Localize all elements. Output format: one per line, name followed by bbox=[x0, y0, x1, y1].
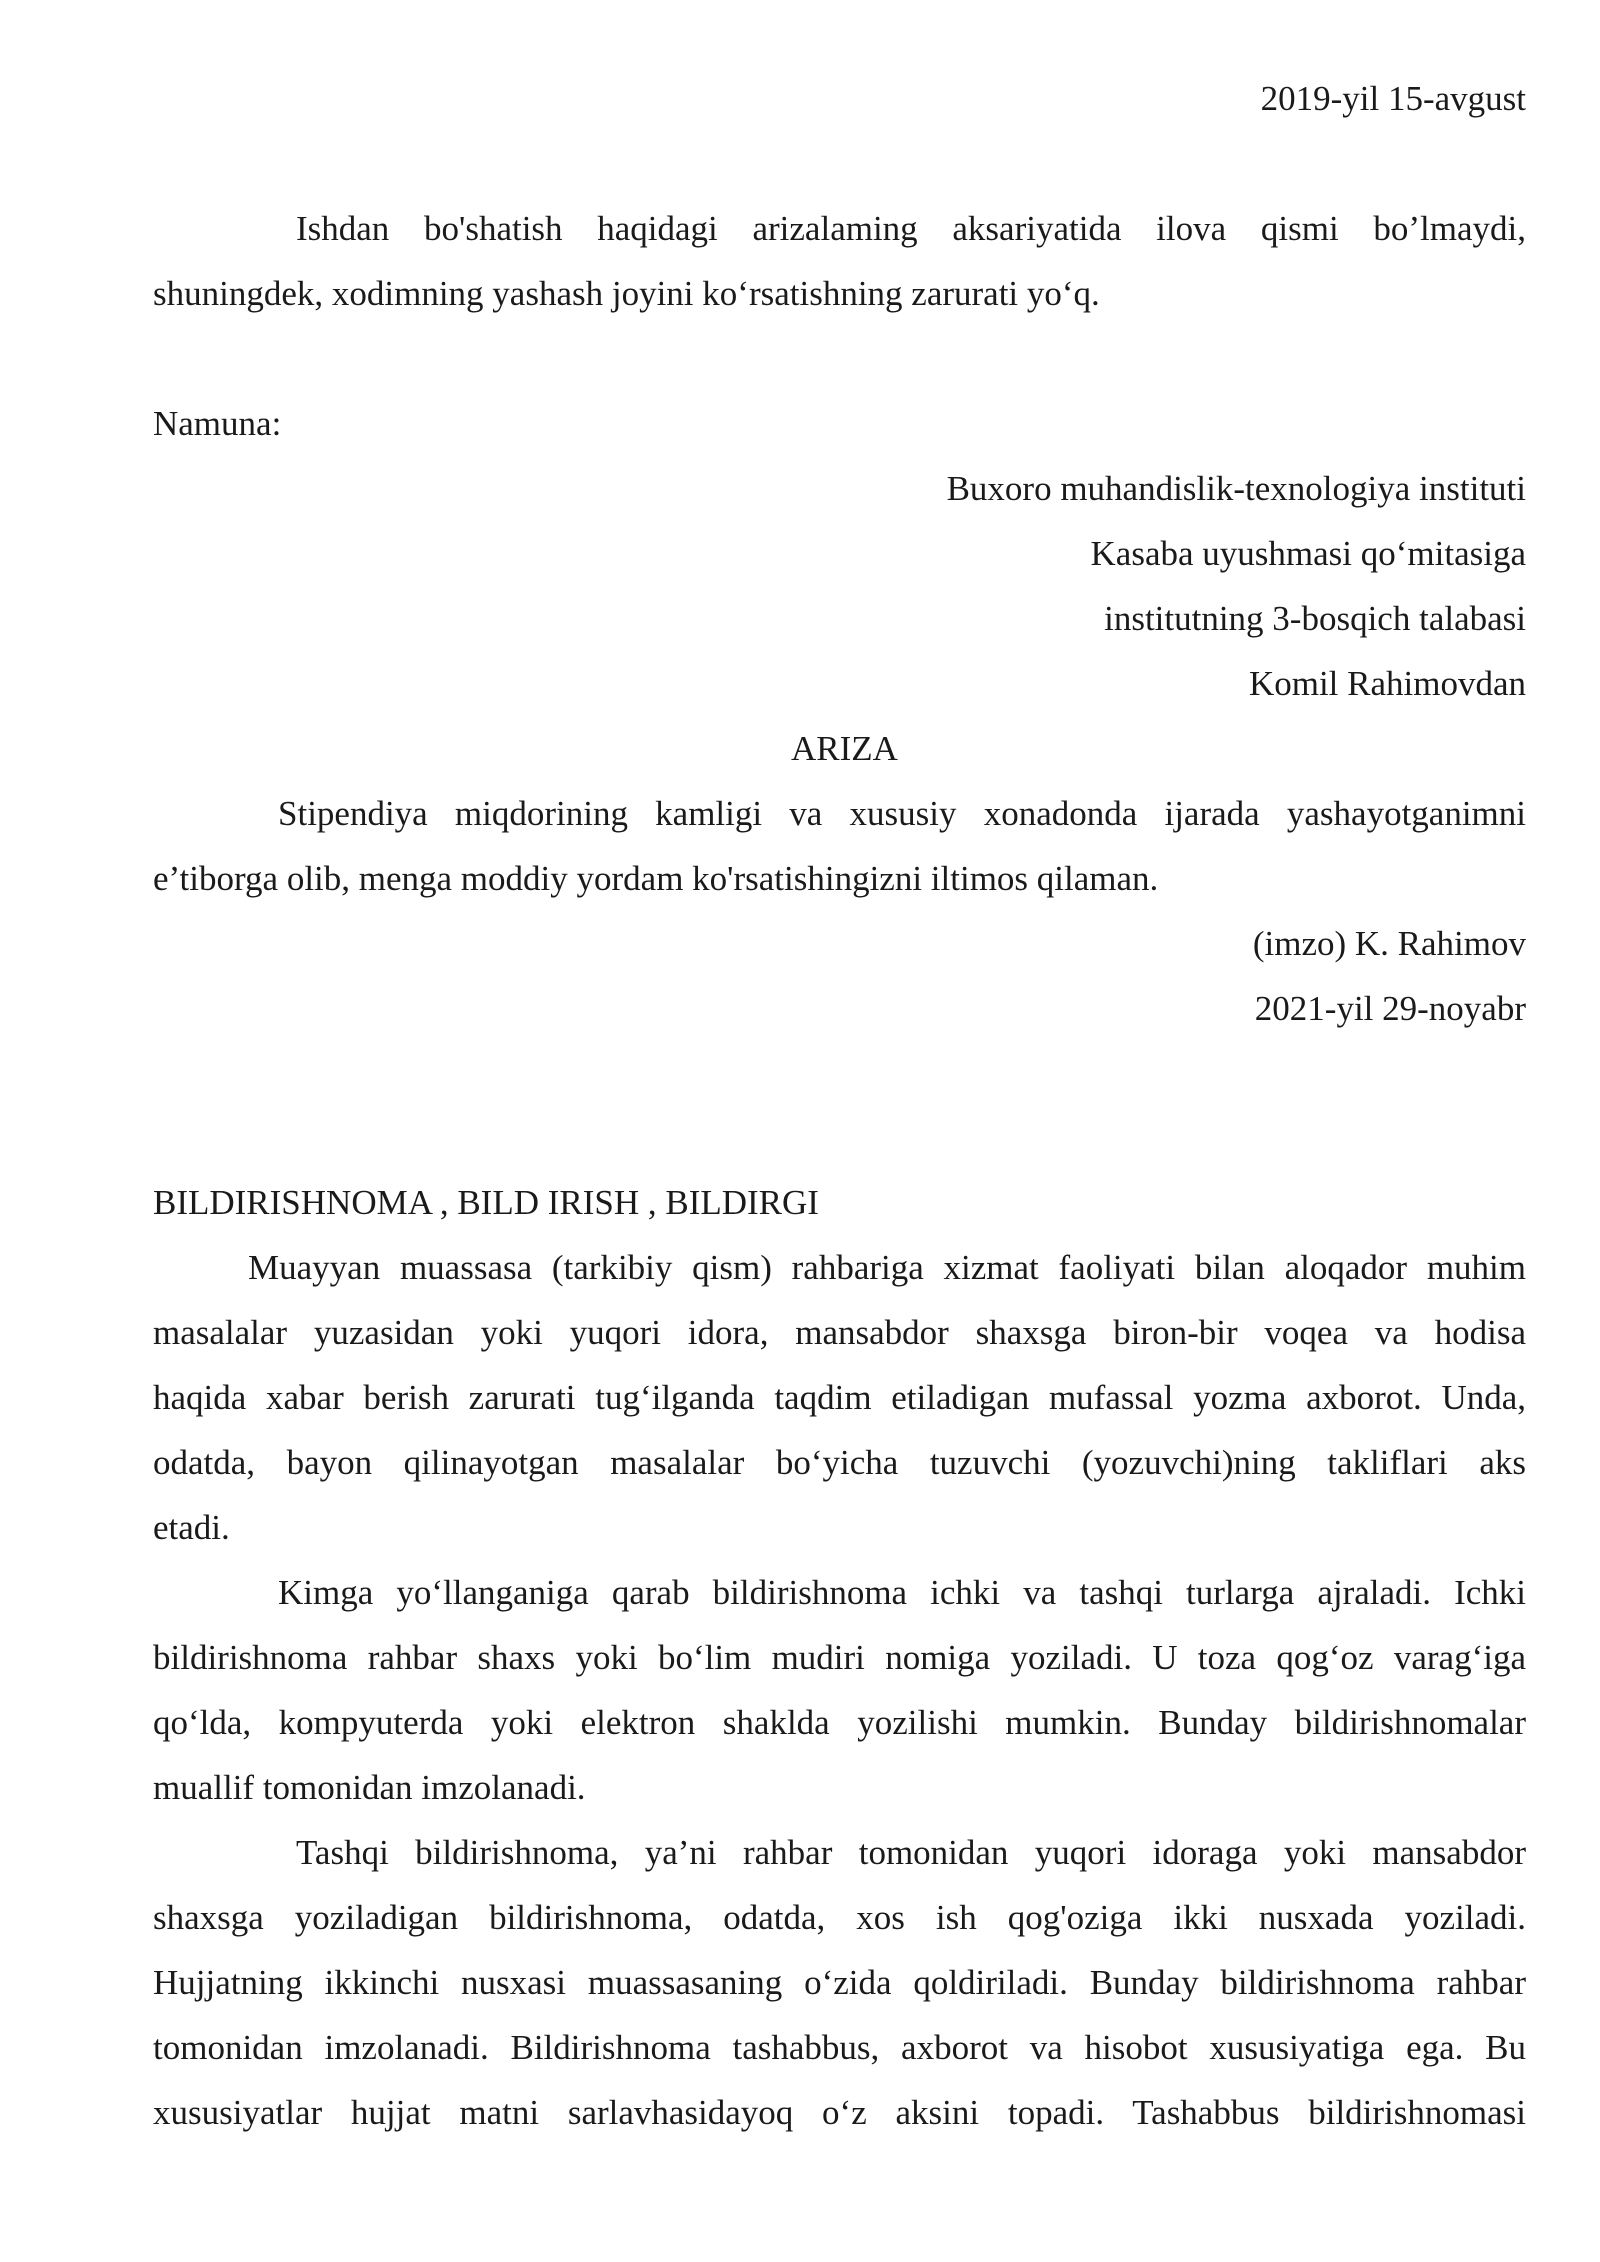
document-date-top: 2019-yil 15-avgust bbox=[1260, 79, 1526, 118]
paragraph-line: masalalar yuzasidan yoki yuqori idora, mansabdor shaxsga biron-bir voqea va hodisa bbox=[153, 1313, 1526, 1352]
signature: (imzo) K. Rahimov bbox=[1252, 924, 1526, 963]
paragraph-line: etadi. bbox=[153, 1508, 230, 1547]
intro-line: shuningdek, xodimning yashash joyini ko‘rsatishning zarurati yo‘q. bbox=[153, 274, 1100, 313]
application-title: ARIZA bbox=[791, 729, 898, 768]
paragraph-line: Hujjatning ikkinchi nusxasi muassasaning o‘zida qoldiriladi. Bunday bildirishnoma rahbar bbox=[153, 1963, 1526, 2002]
paragraph-line: Muayyan muassasa (tarkibiy qism) rahbariga xizmat faoliyati bilan aloqador muhim bbox=[248, 1248, 1526, 1287]
document-page bbox=[153, 0, 1526, 2262]
paragraph-line: Kimga yo‘llanganiga qarab bildirishnoma ichki va tashqi turlarga ajraladi. Ichki bbox=[278, 1573, 1526, 1612]
application-line: Stipendiya miqdorining kamligi va xususiy xonadonda ijarada yashayotganimni bbox=[278, 794, 1526, 833]
addressee-line: institutning 3-bosqich talabasi bbox=[1104, 599, 1526, 638]
paragraph-line: xususiyatlar hujjat matni sarlavhasidayoq o‘z aksini topadi. Tashabbus bildirishnomasi bbox=[153, 2093, 1526, 2132]
paragraph-line: Tashqi bildirishnoma, ya’ni rahbar tomonidan yuqori idoraga yoki mansabdor bbox=[296, 1833, 1526, 1872]
paragraph-line: shaxsga yoziladigan bildirishnoma, odatda, xos ish qog'oziga ikki nusxada yoziladi. bbox=[153, 1898, 1526, 1937]
document-date-bottom: 2021-yil 29-noyabr bbox=[1254, 989, 1526, 1028]
intro-line: Ishdan bo'shatish haqidagi arizalaming aksariyatida ilova qismi bo’lmaydi, bbox=[296, 209, 1526, 248]
paragraph-line: qo‘lda, kompyuterda yoki elektron shaklda yozilishi mumkin. Bunday bildirishnomalar bbox=[153, 1703, 1526, 1742]
paragraph-line: haqida xabar berish zarurati tug‘ilganda taqdim etiladigan mufassal yozma axborot. Unda, bbox=[153, 1378, 1526, 1417]
paragraph-line: tomonidan imzolanadi. Bildirishnoma tashabbus, axborot va hisobot xususiyatiga ega. Bu bbox=[153, 2028, 1526, 2067]
paragraph-line: bildirishnoma rahbar shaxs yoki bo‘lim mudiri nomiga yoziladi. U toza qog‘oz varag‘iga bbox=[153, 1638, 1526, 1677]
section-heading: BILDIRISHNOMA , BILD IRISH , BILDIRGI bbox=[153, 1183, 819, 1222]
application-line: e’tiborga olib, menga moddiy yordam ko'rsatishingizni iltimos qilaman. bbox=[153, 859, 1159, 898]
sample-label: Namuna: bbox=[153, 404, 282, 443]
addressee-line: Komil Rahimovdan bbox=[1248, 664, 1526, 703]
paragraph-line: odatda, bayon qilinayotgan masalalar bo‘yicha tuzuvchi (yozuvchi)ning takliflari aks bbox=[153, 1443, 1526, 1482]
paragraph-line: muallif tomonidan imzolanadi. bbox=[153, 1768, 586, 1807]
addressee-line: Buxoro muhandislik-texnologiya instituti bbox=[946, 469, 1526, 508]
addressee-line: Kasaba uyushmasi qo‘mitasiga bbox=[1090, 534, 1526, 573]
